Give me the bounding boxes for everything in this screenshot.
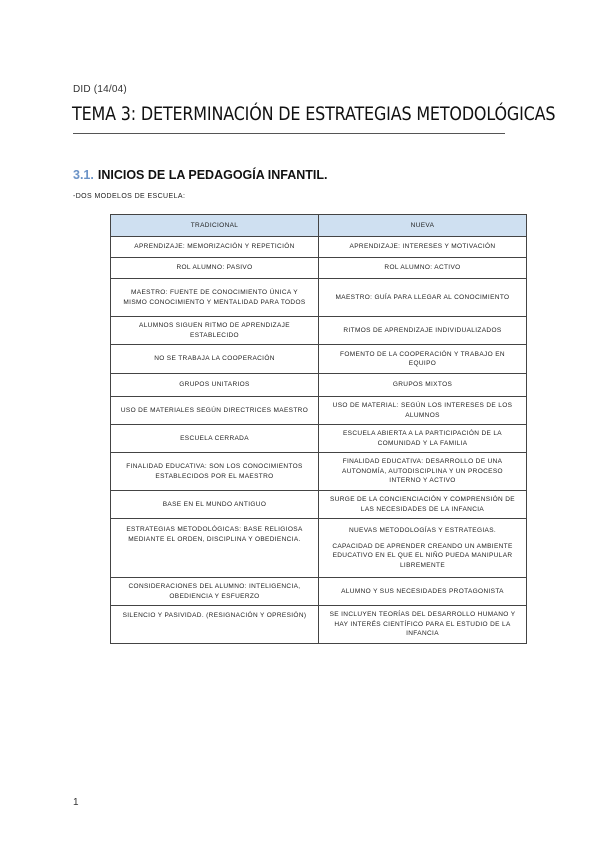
table-row (111, 606, 527, 644)
header-label: DID (14/04) (73, 84, 127, 95)
table-row (111, 491, 527, 519)
cell-text: NUEVAS METODOLOGÍAS Y ESTRATEGIAS. (348, 527, 497, 534)
page-title: TEMA 3: DETERMINACIÓN DE ESTRATEGIAS METODOLÓGICAS (72, 103, 556, 125)
table-row (111, 519, 527, 578)
cell-nueva: ALUMNO Y SUS NECESIDADES PROTAGONISTA (319, 578, 527, 606)
cell-nueva: USO DE MATERIAL: SEGÚN LOS INTERESES DE LOS ALUMNOS (319, 397, 527, 425)
table-row (111, 279, 527, 317)
comparison-table (110, 214, 527, 644)
table-row (111, 258, 527, 279)
section-number: 3.1. (73, 168, 94, 182)
table-row (111, 345, 527, 374)
cell-nueva (319, 519, 527, 578)
cell-tradicional: ESCUELA CERRADA (111, 425, 319, 453)
column-header-nueva: NUEVA (319, 215, 527, 237)
cell-tradicional: ALUMNOS SIGUEN RITMO DE APRENDIZAJE ESTABLECIDO (111, 317, 319, 345)
cell-tradicional: MAESTRO: FUENTE DE CONOCIMIENTO ÚNICA Y MISMO CONOCIMIENTO Y MENTALIDAD PARA TODOS (111, 279, 319, 317)
cell-nueva: APRENDIZAJE: INTERESES Y MOTIVACIÓN (319, 237, 527, 258)
cell-text: ESTRATEGIAS METODOLÓGICAS: BASE RELIGIOSA MEDIANTE EL ORDEN, DISCIPLINA Y OBEDIENCIA. (126, 526, 303, 543)
section-heading (73, 168, 328, 182)
table-row (111, 237, 527, 258)
cell-nueva: ESCUELA ABIERTA A LA PARTICIPACIÓN DE LA COMUNIDAD Y LA FAMILIA (319, 425, 527, 453)
cell-tradicional: CONSIDERACIONES DEL ALUMNO: INTELIGENCIA, OBEDIENCIA Y ESFUERZO (111, 578, 319, 606)
table-header-row (111, 215, 527, 237)
table-row (111, 425, 527, 453)
cell-tradicional (111, 606, 319, 644)
subnote: -DOS MODELOS DE ESCUELA: (73, 193, 186, 200)
cell-nueva: GRUPOS MIXTOS (319, 374, 527, 397)
table-row (111, 317, 527, 345)
cell-text-extra: CAPACIDAD DE APRENDER CREANDO UN AMBIENTE EDUCATIVO EN EL QUE EL NIÑO PUEDA MANIPULAR LIBREMENTE (332, 542, 513, 569)
section-title: INICIOS DE LA PEDAGOGÍA INFANTIL. (97, 168, 328, 182)
cell-tradicional: BASE EN EL MUNDO ANTIGUO (111, 491, 319, 519)
cell-nueva: ROL ALUMNO: ACTIVO (319, 258, 527, 279)
table-row (111, 374, 527, 397)
column-header-tradicional: TRADICIONAL (111, 215, 319, 237)
table-row (111, 578, 527, 606)
cell-text: SILENCIO Y PASIVIDAD. (RESIGNACIÓN Y OPRESIÓN) (122, 612, 307, 619)
cell-tradicional: FINALIDAD EDUCATIVA: SON LOS CONOCIMIENTOS ESTABLECIDOS POR EL MAESTRO (111, 453, 319, 491)
title-underline (73, 133, 505, 134)
cell-nueva: SE INCLUYEN TEORÍAS DEL DESARROLLO HUMANO Y HAY INTERÉS CIENTÍFICO PARA EL ESTUDIO DE LA INFANCIA (319, 606, 527, 644)
cell-tradicional: GRUPOS UNITARIOS (111, 374, 319, 397)
cell-nueva: SURGE DE LA CONCIENCIACIÓN Y COMPRENSIÓN DE LAS NECESIDADES DE LA INFANCIA (319, 491, 527, 519)
table-row (111, 397, 527, 425)
table-row (111, 453, 527, 491)
cell-nueva: RITMOS DE APRENDIZAJE INDIVIDUALIZADOS (319, 317, 527, 345)
cell-tradicional (111, 519, 319, 578)
cell-nueva: FINALIDAD EDUCATIVA: DESARROLLO DE UNA AUTONOMÍA, AUTODISCIPLINA Y UN PROCESO INTERNO Y ACTIVO (319, 453, 527, 491)
cell-tradicional: ROL ALUMNO: PASIVO (111, 258, 319, 279)
cell-nueva: MAESTRO: GUÍA PARA LLEGAR AL CONOCIMIENTO (319, 279, 527, 317)
cell-tradicional: USO DE MATERIALES SEGÚN DIRECTRICES MAESTRO (111, 397, 319, 425)
cell-tradicional: NO SE TRABAJA LA COOPERACIÓN (111, 345, 319, 374)
cell-nueva: FOMENTO DE LA COOPERACIÓN Y TRABAJO EN EQUIPO (319, 345, 527, 374)
cell-tradicional: APRENDIZAJE: MEMORIZACIÓN Y REPETICIÓN (111, 237, 319, 258)
page-number: 1 (73, 797, 79, 808)
